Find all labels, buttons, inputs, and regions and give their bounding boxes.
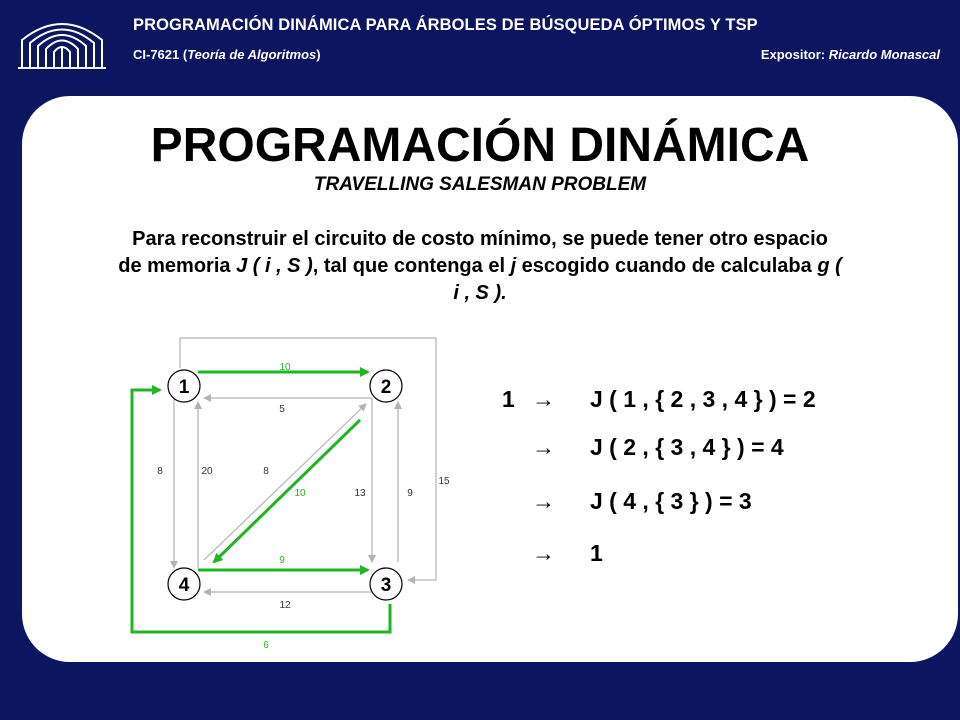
edge-2-4 — [214, 420, 360, 562]
arrow-icon: → — [532, 434, 555, 460]
node-4-label: 4 — [178, 575, 190, 596]
course-label: CI-7621 (Teoría de Algoritmos) — [133, 47, 321, 62]
edge-label-3-4: 12 — [279, 600, 291, 611]
arrow-icon: → — [532, 386, 555, 412]
edge-label-4-1: 20 — [201, 466, 213, 477]
edge-label-1-4: 8 — [157, 466, 163, 477]
edge-label-4-2: 8 — [263, 466, 269, 477]
node-2 — [370, 370, 402, 402]
university-logo-icon — [16, 10, 108, 74]
edge-3-1 — [132, 390, 390, 632]
presenter-name: Ricardo Monascal — [828, 47, 940, 62]
edge-label-4-3: 9 — [279, 555, 285, 566]
sequence-expression: J ( 2 , { 3 , 4 } ) = 4 — [590, 434, 784, 460]
edge-label-2-1: 5 — [279, 404, 285, 415]
sequence-expression: 1 — [590, 540, 603, 566]
edge-4-2 — [204, 404, 366, 560]
edge-label-2-4: 10 — [294, 488, 306, 499]
slide-title: PROGRAMACIÓN DINÁMICA — [150, 119, 810, 172]
edge-label-3-2: 9 — [407, 488, 413, 499]
edge-label-1-3: 15 — [438, 476, 450, 487]
arrow-icon: → — [532, 540, 555, 566]
sequence-expression: J ( 4 , { 3 } ) = 3 — [590, 488, 752, 514]
course-name: Teoría de Algoritmos — [187, 47, 317, 62]
sequence-expression: J ( 1 , { 2 , 3 , 4 } ) = 2 — [590, 386, 816, 412]
tsp-graph — [120, 330, 470, 660]
node-1-label: 1 — [178, 377, 190, 398]
node-1 — [168, 370, 200, 402]
node-3 — [370, 568, 402, 600]
edge-label-2-3: 13 — [354, 488, 366, 499]
header-title: PROGRAMACIÓN DINÁMICA PARA ÁRBOLES DE BÚSQUEDA ÓPTIMOS Y TSP — [133, 16, 758, 34]
sequence-start-node: 1 — [502, 386, 515, 412]
node-4 — [168, 568, 200, 600]
slide-subtitle: TRAVELLING SALESMAN PROBLEM — [313, 174, 647, 195]
explanation-paragraph: Para reconstruir el circuito de costo mínimo, se puede tener otro espacio de memoria J ( i , S ), tal que contenga el j escogido cuando de calculaba g ( i , S ). — [118, 228, 842, 304]
arrow-icon: → — [532, 488, 555, 514]
node-2-label: 2 — [380, 377, 392, 398]
edge-label-1-2: 10 — [279, 362, 291, 373]
header-bar — [0, 0, 960, 84]
edge-label-3-1: 6 — [263, 640, 269, 651]
presenter-label: Expositor: Ricardo Monascal — [760, 47, 940, 62]
node-3-label: 3 — [380, 575, 392, 596]
